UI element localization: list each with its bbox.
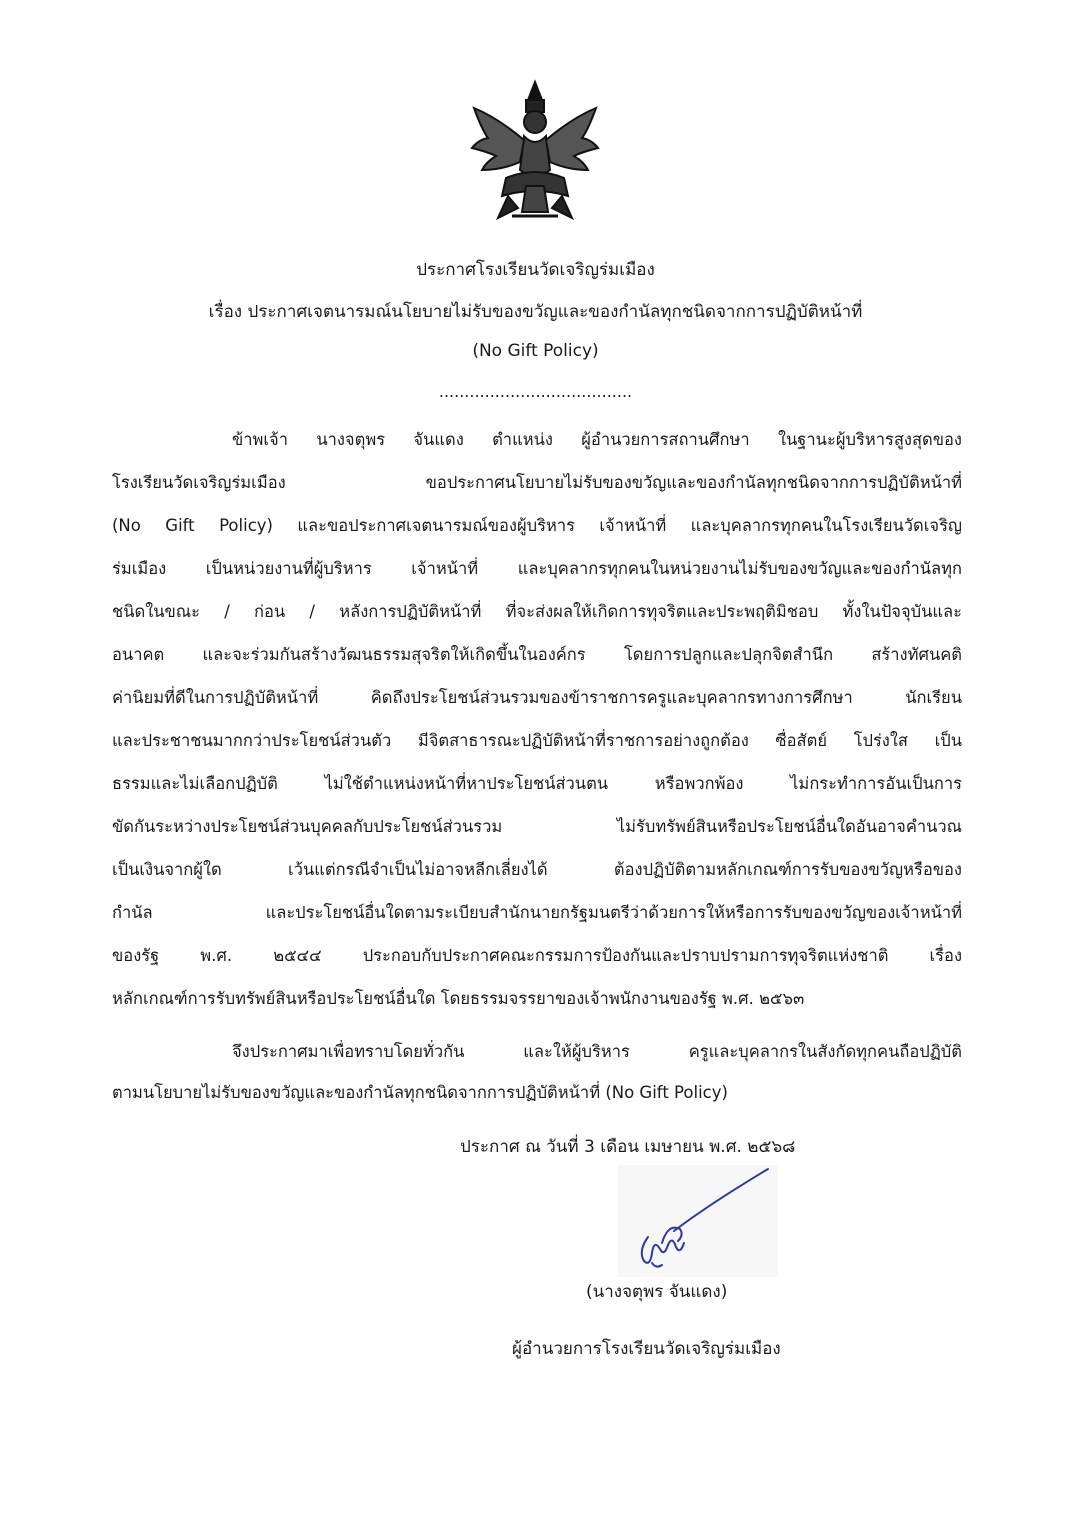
body-line: อนาคต และจะร่วมกันสร้างวัฒนธรรมสุจริตให้เกิดขึ้นในองค์กร โดยการปลูกและปลุกจิตสำนึก สร้างทัศนคติ bbox=[112, 645, 962, 664]
announcement-date: ประกาศ ณ วันที่ 3 เดือน เมษายน พ.ศ. ๒๕๖๘ bbox=[460, 1137, 796, 1157]
body-line: ตามนโยบายไม่รับของขวัญและของกำนัลทุกชนิดจากการปฏิบัติหน้าที่ (No Gift Policy) bbox=[112, 1083, 728, 1102]
garuda-emblem-icon bbox=[468, 78, 602, 228]
subject-line: เรื่อง ประกาศเจตนารมณ์นโยบายไม่รับของขวัญและของกำนัลทุกชนิดจากการปฏิบัติหน้าที่ bbox=[208, 302, 863, 322]
body-line: โรงเรียนวัดเจริญร่มเมือง ขอประกาศนโยบายไม่รับของขวัญและของกำนัลทุกชนิดจากการปฏิบัติหน้าที่ bbox=[112, 473, 962, 492]
school-announcement-title: ประกาศโรงเรียนวัดเจริญร่มเมือง bbox=[416, 260, 655, 280]
policy-name: (No Gift Policy) bbox=[472, 341, 599, 361]
body-line: ชนิดในขณะ / ก่อน / หลังการปฏิบัติหน้าที่ ที่จะส่งผลให้เกิดการทุจริตและประพฤติมิชอบ ทั้งในปัจจุบันและ bbox=[112, 602, 962, 621]
signature-icon bbox=[618, 1165, 778, 1277]
body-line: (No Gift Policy) และขอประกาศเจตนารมณ์ของผู้บริหาร เจ้าหน้าที่ และบุคลากรทุกคนในโรงเรียนวัดเจริญ bbox=[112, 516, 962, 535]
body-line: ขัดกันระหว่างประโยชน์ส่วนบุคคลกับประโยชน์ส่วนรวม ไม่รับทรัพย์สินหรือประโยชน์อื่นใดอันอาจคำนวณ bbox=[112, 817, 962, 836]
body-line: ข้าพเจ้า นางจตุพร จันแดง ตำแหน่ง ผู้อำนวยการสถานศึกษา ในฐานะผู้บริหารสูงสุดของ bbox=[232, 430, 962, 449]
body-line: เป็นเงินจากผู้ใด เว้นแต่กรณีจำเป็นไม่อาจหลีกเลี่ยงได้ ต้องปฏิบัติตามหลักเกณฑ์การรับของขวัญหรือของ bbox=[112, 860, 962, 879]
body-line: ร่มเมือง เป็นหน่วยงานที่ผู้บริหาร เจ้าหน้าที่ และบุคลากรทุกคนในหน่วยงานไม่รับของขวัญและของกำนัลทุก bbox=[112, 559, 962, 578]
body-line: และประชาชนมากกว่าประโยชน์ส่วนตัว มีจิตสาธารณะปฏิบัติหน้าที่ราชการอย่างถูกต้อง ซื่อสัตย์ โปร่งใส เป็น bbox=[112, 731, 962, 750]
signer-position: ผู้อำนวยการโรงเรียนวัดเจริญร่มเมือง bbox=[512, 1339, 781, 1359]
body-line: จึงประกาศมาเพื่อทราบโดยทั่วกัน และให้ผู้บริหาร ครูและบุคลากรในสังกัดทุกคนถือปฏิบัติ bbox=[232, 1042, 962, 1061]
body-line: ธรรมและไม่เลือกปฏิบัติ ไม่ใช้ตำแหน่งหน้าที่หาประโยชน์ส่วนตน หรือพวกพ้อง ไม่กระทำการอันเป็นการ bbox=[112, 774, 962, 793]
body-line: หลักเกณฑ์การรับทรัพย์สินหรือประโยชน์อื่นใด โดยธรรมจรรยาของเจ้าพนักงานของรัฐ พ.ศ. ๒๕๖๓ bbox=[112, 989, 805, 1008]
body-line: กำนัล และประโยชน์อื่นใดตามระเบียบสำนักนายกรัฐมนตรีว่าด้วยการให้หรือการรับของขวัญของเจ้าหน้าที่ bbox=[112, 903, 962, 922]
dotted-separator: ...................................... bbox=[438, 382, 633, 401]
signer-name: (นางจตุพร จันแดง) bbox=[586, 1282, 728, 1302]
body-line: ของรัฐ พ.ศ. ๒๕๔๔ ประกอบกับประกาศคณะกรรมการป้องกันและปราบปรามการทุจริตแห่งชาติ เรื่อง bbox=[112, 946, 962, 965]
body-line: ค่านิยมที่ดีในการปฏิบัติหน้าที่ คิดถึงประโยชน์ส่วนรวมของข้าราชการครูและบุคลากรทางการศึกษา นักเรียน bbox=[112, 688, 962, 707]
